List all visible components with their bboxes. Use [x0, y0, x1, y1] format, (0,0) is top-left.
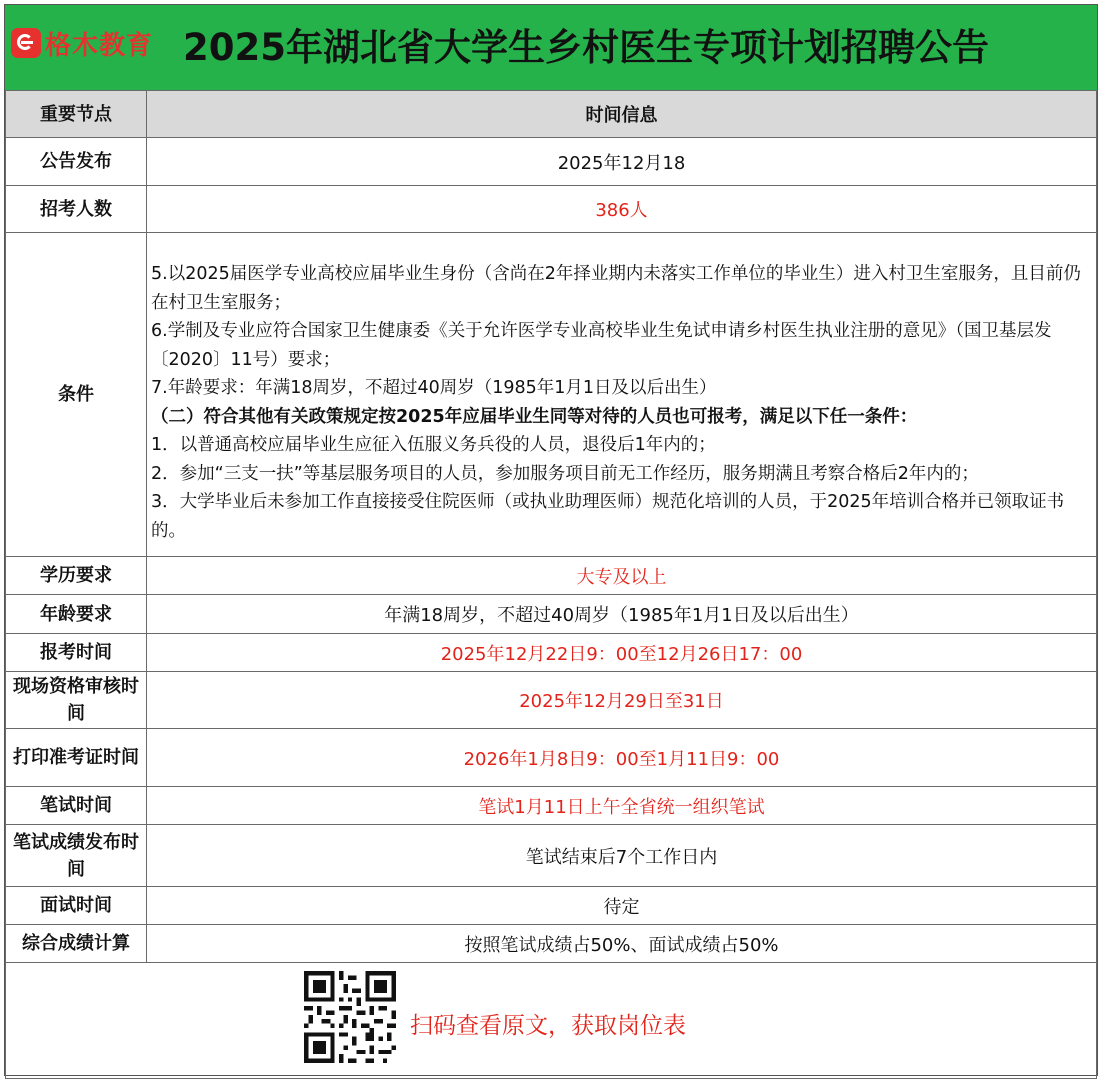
condition-line: 5.以2025届医学专业高校应届毕业生身份（含尚在2年择业期内未落实工作单位的毕业生）进入村卫生室服务，且目前仍在村卫生室服务； — [151, 264, 1081, 313]
row-value-highlight: 2025年12月22日9：00至12月26日17：00 — [147, 634, 1097, 672]
table-row — [6, 825, 1097, 887]
row-value-highlight: 笔试1月11日上午全省统一组织笔试 — [147, 787, 1097, 825]
table-row — [6, 138, 1097, 186]
page-title: 2025年湖北省大学生乡村医生专项计划招聘公告 — [183, 26, 989, 69]
brand-name: 格木教育 — [45, 30, 154, 61]
table-row — [6, 672, 1097, 729]
column-header-info: 时间信息 — [147, 91, 1097, 138]
scan-instruction: 扫码查看原文，获取岗位表 — [410, 1013, 686, 1039]
row-value: 待定 — [147, 887, 1097, 925]
row-label: 笔试成绩发布时间 — [6, 825, 147, 887]
row-value-highlight: 2025年12月29日至31日 — [147, 672, 1097, 729]
condition-line: 6.学制及专业应符合国家卫生健康委《关于允许医学专业高校毕业生免试申请乡村医生执业注册的意见》（国卫基层发〔2020〕11号）要求； — [151, 321, 1052, 370]
table-row-conditions — [6, 233, 1097, 557]
condition-line: 3．大学毕业后未参加工作直接接受住院医师（或执业助理医师）规范化培训的人员，于2025年培训合格并已领取证书的。 — [151, 492, 1065, 541]
row-value-highlight: 2026年1月8日9：00至1月11日9：00 — [147, 729, 1097, 787]
condition-line: 2．参加“三支一扶”等基层服务项目的人员，参加服务项目前无工作经历，服务期满且考察合格后2年内的； — [151, 463, 979, 484]
table-row — [6, 787, 1097, 825]
row-label: 年龄要求 — [6, 595, 147, 634]
footer-row — [6, 963, 1097, 1079]
header-banner — [5, 5, 1097, 91]
brand-logo-icon — [11, 28, 41, 58]
row-label: 现场资格审核时间 — [6, 672, 147, 729]
row-label: 综合成绩计算 — [6, 925, 147, 963]
table-row — [6, 557, 1097, 595]
table-row — [6, 595, 1097, 634]
table-row — [6, 186, 1097, 233]
row-value: 按照笔试成绩占50%、面试成绩占50% — [147, 925, 1097, 963]
row-label: 招考人数 — [6, 186, 147, 233]
column-header-node: 重要节点 — [6, 91, 147, 138]
row-value: 年满18周岁，不超过40周岁（1985年1月1日及以后出生） — [147, 595, 1097, 634]
row-label: 学历要求 — [6, 557, 147, 595]
row-value-highlight: 386人 — [147, 186, 1097, 233]
qr-code-icon[interactable] — [304, 971, 396, 1063]
row-label: 报考时间 — [6, 634, 147, 672]
condition-heading: （二）符合其他有关政策规定按2025年应届毕业生同等对待的人员也可报考，满足以下任一条件： — [151, 406, 918, 427]
conditions-text — [147, 233, 1097, 557]
condition-line: 1．以普通高校应届毕业生应征入伍服义务兵役的人员，退役后1年内的； — [151, 435, 716, 455]
condition-line: 7.年龄要求：年满18周岁，不超过40周岁（1985年1月1日及以后出生） — [151, 378, 717, 398]
row-value: 2025年12月18 — [147, 138, 1097, 186]
brand-logo — [11, 27, 153, 59]
row-value-highlight: 大专及以上 — [147, 557, 1097, 595]
table-row — [6, 634, 1097, 672]
qr-section — [6, 963, 1097, 1079]
table-header-row — [6, 91, 1097, 138]
row-value: 笔试结束后7个工作日内 — [147, 825, 1097, 887]
table-row — [6, 925, 1097, 963]
row-label: 笔试时间 — [6, 787, 147, 825]
row-label: 公告发布 — [6, 138, 147, 186]
table-row — [6, 729, 1097, 787]
row-label: 条件 — [6, 233, 147, 557]
row-label: 面试时间 — [6, 887, 147, 925]
row-label: 打印准考证时间 — [6, 729, 147, 787]
info-table — [5, 90, 1097, 1079]
table-row — [6, 887, 1097, 925]
